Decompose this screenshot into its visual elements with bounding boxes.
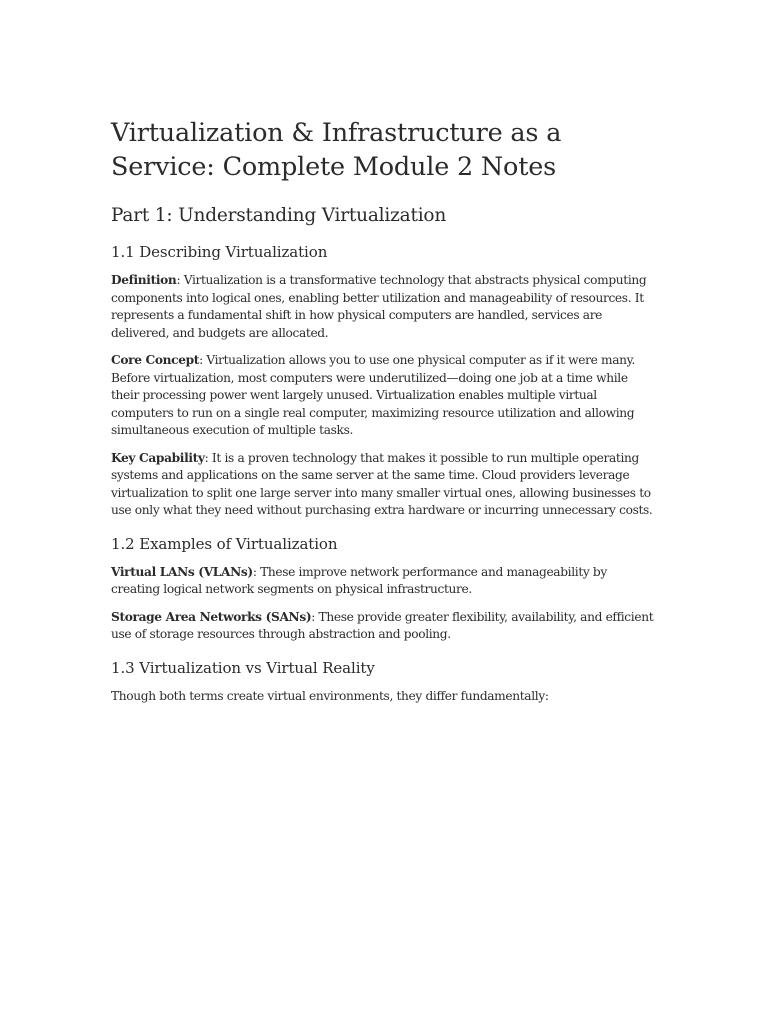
vlans-label: Virtual LANs (VLANs) <box>111 564 253 579</box>
sans-text: : These provide greater flexibility, availability, and efficient use of storage resources through abstraction and pooling. <box>111 609 654 641</box>
definition-paragraph <box>111 272 656 342</box>
core-concept-text: : Virtualization allows you to use one physical computer as if it were many. Before virtualization, most computers were underutilized—doing one job at a time while their processing power went largely unused. Virtualization enables multiple virtual computers to run on a single real computer, maximizing resource utilization and allowing simultaneous execution of multiple tasks. <box>111 353 636 437</box>
document-page <box>111 116 656 715</box>
definition-label: Definition <box>111 273 177 287</box>
section-1-3-intro: Though both terms create virtual environments, they differ fundamentally: <box>111 688 549 703</box>
section-1-2-heading: 1.2 Examples of Virtualization <box>111 534 338 553</box>
key-capability-paragraph <box>111 450 656 520</box>
definition-text: : Virtualization is a transformative technology that abstracts physical computing components into logical ones, enabling better utilization and manageability of resources. It represents a fundamental shift in how physical computers are handled, services are delivered, and budgets are allocated. <box>111 273 647 340</box>
key-capability-text: : It is a proven technology that makes it possible to run multiple operating systems and applications on the same server at the same time. Cloud providers leverage virtualization to split one large server into many smaller virtual ones, allowing businesses to use only what they need without purchasing extra hardware or incurring unnecessary costs. <box>111 450 653 517</box>
core-concept-paragraph <box>111 352 656 440</box>
sans-label: Storage Area Networks (SANs) <box>111 609 312 624</box>
section-1-1-heading: 1.1 Describing Virtualization <box>111 243 328 261</box>
document-title: Virtualization & Infrastructure as a Service: Complete Module 2 Notes <box>111 118 562 182</box>
core-concept-label: Core Concept <box>111 353 200 367</box>
sans-paragraph <box>111 609 656 644</box>
vlans-paragraph <box>111 564 656 599</box>
section-1-3-heading: 1.3 Virtualization vs Virtual Reality <box>111 658 375 677</box>
part-1-heading: Part 1: Understanding Virtualization <box>111 205 447 226</box>
key-capability-label: Key Capability <box>111 450 205 465</box>
vlans-text: : These improve network performance and manageability by creating logical network segments on physical infrastructure. <box>111 564 607 596</box>
